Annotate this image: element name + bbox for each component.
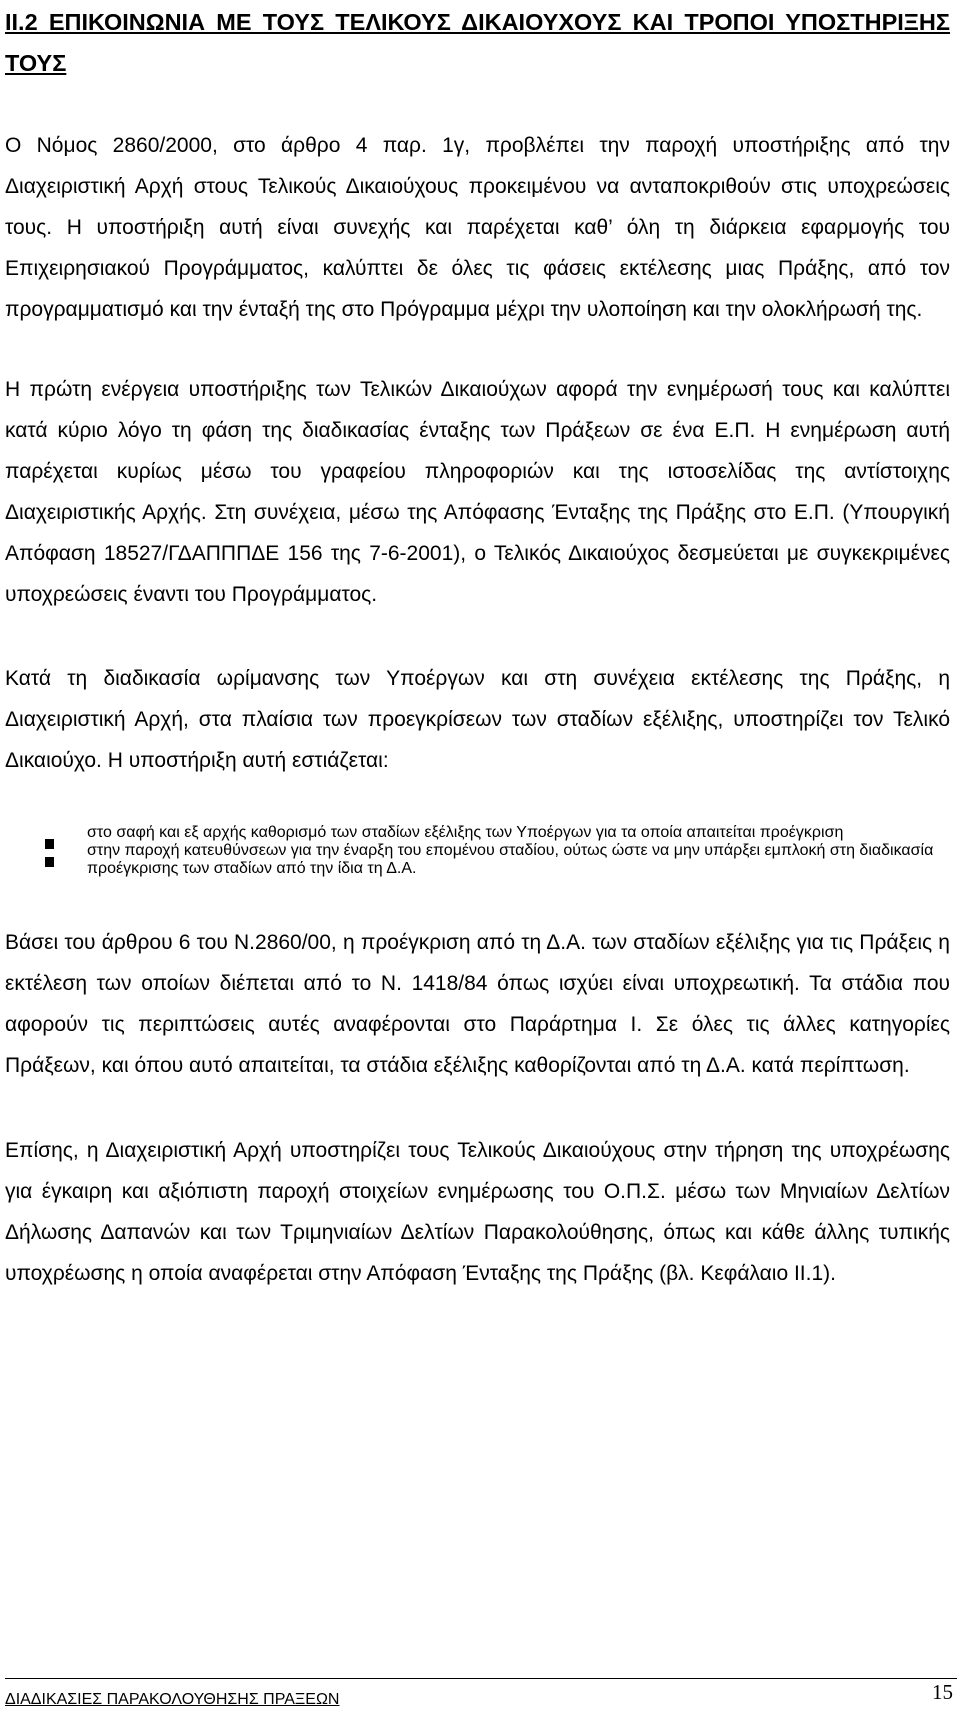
paragraph-support-focus: Κατά τη διαδικασία ωρίμανσης των Υποέργων και στη συνέχεια εκτέλεσης της Πράξης, η Διαχειριστική Αρχή, στα πλαίσια των προεγκρίσεων των σταδίων εξέλιξης, υποστηρίζει τον Τελικό Δικαιούχο. Η υποστήριξη αυτή εστιάζεται: xyxy=(5,667,950,772)
footer-title: ΔΙΑΔΙΚΑΣΙΕΣ ΠΑΡΑΚΟΛΟΥΘΗΣΗΣ ΠΡΑΞΕΩΝ xyxy=(5,1691,340,1708)
list-item xyxy=(5,842,950,878)
bullet-text: στο σαφή και εξ αρχής καθορισμό των σταδίων εξέλιξης των Υποέργων για τα οποία απαιτείται προέγκριση xyxy=(87,824,844,841)
footer-divider xyxy=(5,1678,957,1679)
document-page xyxy=(5,0,950,1294)
bullet-text: στην παροχή κατευθύνσεων για την έναρξη του επομένου σταδίου, ούτως ώστε να μην υπάρξει εμπλοκή στη διαδικασία προέγκρισης των σταδίων από την ίδια τη Δ.Α. xyxy=(87,842,934,877)
support-bullet-list xyxy=(5,824,950,878)
page-number: 15 xyxy=(932,1680,953,1704)
section-heading: ΙΙ.2 ΕΠΙΚΟΙΝΩΝΙΑ ΜΕ ΤΟΥΣ ΤΕΛΙΚΟΥΣ ΔΙΚΑΙΟΥΧΟΥΣ ΚΑΙ ΤΡΟΠΟΙ ΥΠΟΣΤΗΡΙΞΗΣ ΤΟΥΣ xyxy=(5,9,950,76)
page-footer xyxy=(0,1678,960,1713)
square-bullet-icon xyxy=(45,857,54,867)
list-item xyxy=(5,824,950,842)
paragraph-legal-basis: Ο Νόμος 2860/2000, στο άρθρο 4 παρ. 1γ, προβλέπει την παροχή υποστήριξης από την Διαχειριστική Αρχή στους Τελικούς Δικαιούχους προκειμένου να ανταποκριθούν στις υποχρεώσεις τους. Η υποστήριξη αυτή είναι συνεχής και παρέχεται καθ’ όλη τη διάρκεια εφαρμογής του Επιχειρησιακού Προγράμματος, καλύπτει δε όλες τις φάσεις εκτέλεσης μιας Πράξης, από τον προγραμματισμό και την ένταξή της στο Πρόγραμμα μέχρι την υλοποίηση και την ολοκλήρωσή της. xyxy=(5,134,950,321)
paragraph-pre-approval: Βάσει του άρθρου 6 του Ν.2860/00, η προέγκριση από τη Δ.Α. των σταδίων εξέλιξης για τις Πράξεις η εκτέλεση των οποίων διέπεται από το Ν. 1418/84 όπως ισχύει είναι υποχρεωτική. Τα στάδια που αφορούν τις περιπτώσεις αυτές αναφέρονται στο Παράρτημα Ι. Σε όλες τις άλλες κατηγορίες Πράξεων, και όπου αυτό απαιτείται, τα στάδια εξέλιξης καθορίζονται από τη Δ.Α. κατά περίπτωση. xyxy=(5,931,950,1077)
paragraph-ops-reporting: Επίσης, η Διαχειριστική Αρχή υποστηρίζει τους Τελικούς Δικαιούχους στην τήρηση της υποχρέωσης για έγκαιρη και αξιόπιστη παροχή στοιχείων ενημέρωσης του Ο.Π.Σ. μέσω των Μηνιαίων Δελτίων Δήλωσης Δαπανών και των Τριμηνιαίων Δελτίων Παρακολούθησης, όπως και κάθε άλλης τυπικής υποχρέωσης η οποία αναφέρεται στην Απόφαση Ένταξης της Πράξης (βλ. Κεφάλαιο ΙΙ.1). xyxy=(5,1139,950,1285)
paragraph-information: Η πρώτη ενέργεια υποστήριξης των Τελικών Δικαιούχων αφορά την ενημέρωσή τους και καλύπτει κατά κύριο λόγο τη φάση της διαδικασίας ένταξης των Πράξεων σε ένα Ε.Π. Η ενημέρωση αυτή παρέχεται κυρίως μέσω του γραφείου πληροφοριών και της ιστοσελίδας της αντίστοιχης Διαχειριστικής Αρχής. Στη συνέχεια, μέσω της Απόφασης Ένταξης της Πράξης στο Ε.Π. (Υπουργική Απόφαση 18527/ΓΔΑΠΠΠΔΕ 156 της 7-6-2001), ο Τελικός Δικαιούχος δεσμεύεται με συγκεκριμένες υποχρεώσεις έναντι του Προγράμματος. xyxy=(5,378,950,606)
